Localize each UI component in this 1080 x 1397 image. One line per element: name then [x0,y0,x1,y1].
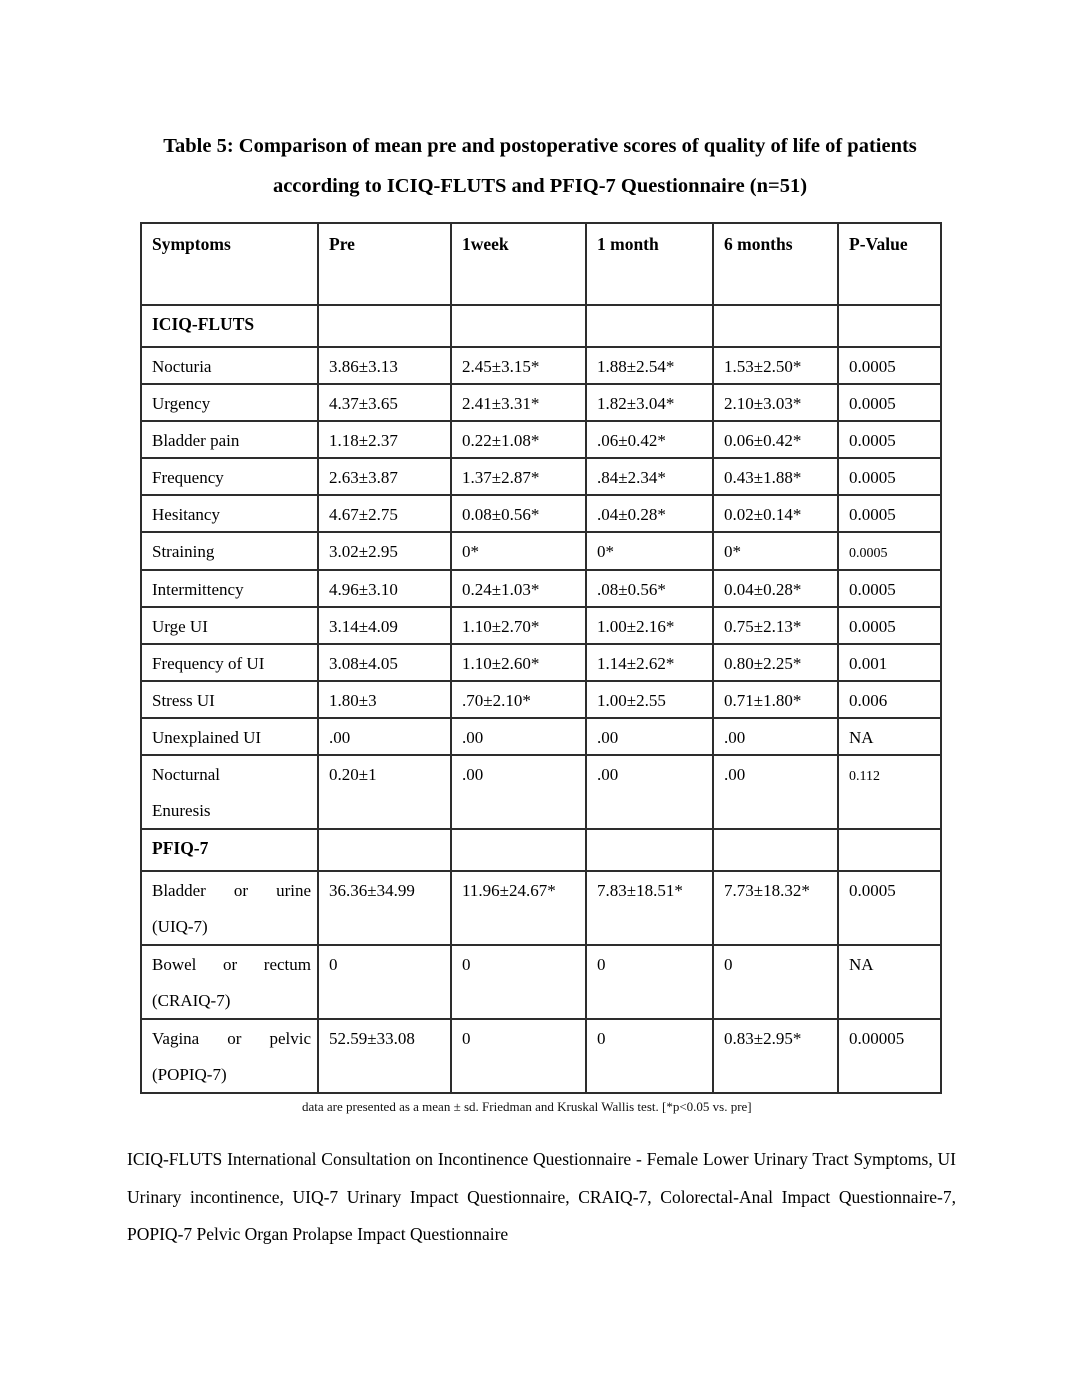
symptom-label-line: Vagina or pelvic [152,1029,311,1048]
value-cell: .00 [451,755,586,829]
value-cell: 4.67±2.75 [318,495,451,532]
value-cell: 1.14±2.62* [586,644,713,681]
symptom-cell [141,458,318,495]
empty-cell [713,829,838,871]
empty-cell [318,305,451,347]
value-cell: 0.22±1.08* [451,421,586,458]
value-cell: 1.18±2.37 [318,421,451,458]
value-cell: 3.14±4.09 [318,607,451,644]
column-header: 1week [451,223,586,305]
value-cell: 11.96±24.67* [451,871,586,945]
value-cell: 0.08±0.56* [451,495,586,532]
table-row [141,532,941,570]
p-value-cell: 0.0005 [838,532,941,570]
table-row [141,421,941,458]
p-value-cell: 0.0005 [838,347,941,384]
value-cell: 1.00±2.55 [586,681,713,718]
section-label-cell: ICIQ-FLUTS [141,305,318,347]
empty-cell [586,829,713,871]
symptom-label-line: Bladder or urine [152,881,311,900]
symptom-cell [141,871,318,945]
value-cell: 3.08±4.05 [318,644,451,681]
table-title-line-1: Table 5: Comparison of mean pre and postoperative scores of quality of life of patients [163,135,917,157]
p-value-cell: NA [838,945,941,1019]
value-cell: 0.43±1.88* [713,458,838,495]
p-value-cell: NA [838,718,941,755]
p-value-cell: 0.112 [838,755,941,829]
value-cell: 0.75±2.13* [713,607,838,644]
value-cell: 0.02±0.14* [713,495,838,532]
value-cell: 1.88±2.54* [586,347,713,384]
symptom-cell [141,384,318,421]
value-cell: 2.10±3.03* [713,384,838,421]
value-cell: .00 [713,718,838,755]
section-label-cell: PFIQ-7 [141,829,318,871]
value-cell: .08±0.56* [586,570,713,607]
value-cell: 2.41±3.31* [451,384,586,421]
value-cell: 0.20±1 [318,755,451,829]
table-container [140,222,940,1115]
empty-cell [451,829,586,871]
empty-cell [838,829,941,871]
value-cell: 0 [586,1019,713,1093]
p-value-cell: 0.0005 [838,384,941,421]
symptom-label-line: Hesitancy [152,505,220,524]
value-cell: 1.00±2.16* [586,607,713,644]
symptom-cell [141,644,318,681]
symptom-cell [141,495,318,532]
table-row [141,384,941,421]
table-row [141,1019,941,1093]
value-cell: 0 [318,945,451,1019]
value-cell: 0* [586,532,713,570]
value-cell: .70±2.10* [451,681,586,718]
value-cell: 4.37±3.65 [318,384,451,421]
value-cell: .04±0.28* [586,495,713,532]
empty-cell [838,305,941,347]
value-cell: 0.83±2.95* [713,1019,838,1093]
symptom-label-line: Bladder pain [152,431,240,450]
column-header: Symptoms [141,223,318,305]
p-value-cell: 0.0005 [838,570,941,607]
table-row [141,718,941,755]
table-title [80,126,1000,206]
value-cell: 0 [451,1019,586,1093]
symptom-label-line: Urge UI [152,617,208,636]
symptom-label-line: Enuresis [152,801,211,820]
symptom-cell [141,681,318,718]
section-row [141,305,941,347]
symptom-cell [141,755,318,829]
symptom-label-line: (CRAIQ-7) [152,991,231,1010]
value-cell: 0 [586,945,713,1019]
symptom-label-line: Nocturia [152,357,212,376]
value-cell: .06±0.42* [586,421,713,458]
symptom-cell [141,421,318,458]
qol-comparison-table [140,222,942,1094]
value-cell: 0* [451,532,586,570]
value-cell: 0 [713,945,838,1019]
table-row [141,871,941,945]
value-cell: 1.10±2.60* [451,644,586,681]
symptom-cell [141,347,318,384]
symptom-label-line: Frequency [152,468,224,487]
section-row [141,829,941,871]
value-cell: .00 [586,718,713,755]
value-cell: 0.24±1.03* [451,570,586,607]
value-cell: 0.04±0.28* [713,570,838,607]
empty-cell [713,305,838,347]
symptom-label-line: Bowel or rectum [152,955,311,974]
p-value-cell: 0.0005 [838,495,941,532]
table-row [141,458,941,495]
value-cell: 36.36±34.99 [318,871,451,945]
value-cell: 52.59±33.08 [318,1019,451,1093]
p-value-cell: 0.00005 [838,1019,941,1093]
empty-cell [586,305,713,347]
symptom-cell [141,532,318,570]
value-cell: 7.73±18.32* [713,871,838,945]
abbreviations-paragraph: ICIQ-FLUTS International Consultation on Incontinence Questionnaire - Female Lower Urinary Tract Symptoms, UI Urinary incontinence, UIQ-7 Urinary Impact Questionnaire, CRAIQ-7, Colorectal-Anal Impact Questionnaire-7, POPIQ-7 Pelvic Organ Prolapse Impact Questionnaire [127,1149,956,1244]
header-row [141,223,941,305]
table-row [141,607,941,644]
p-value-cell: 0.0005 [838,607,941,644]
table-row [141,945,941,1019]
symptom-label-line: Straining [152,542,215,561]
value-cell: 1.82±3.04* [586,384,713,421]
p-value-cell: 0.006 [838,681,941,718]
column-header: 6 months [713,223,838,305]
value-cell: .00 [713,755,838,829]
value-cell: 1.53±2.50* [713,347,838,384]
value-cell: 4.96±3.10 [318,570,451,607]
value-cell: 0.71±1.80* [713,681,838,718]
value-cell: 0 [451,945,586,1019]
value-cell: 1.37±2.87* [451,458,586,495]
symptom-label-line: Intermittency [152,580,244,599]
value-cell: 1.80±3 [318,681,451,718]
symptom-cell [141,718,318,755]
p-value-cell: 0.0005 [838,421,941,458]
table-row [141,755,941,829]
value-cell: .00 [451,718,586,755]
p-value-cell: 0.001 [838,644,941,681]
symptom-label-line: Stress UI [152,691,215,710]
symptom-label-line: Unexplained UI [152,728,262,747]
symptom-label-line: Urgency [152,394,211,413]
value-cell: .84±2.34* [586,458,713,495]
value-cell: 0* [713,532,838,570]
value-cell: 1.10±2.70* [451,607,586,644]
value-cell: 2.63±3.87 [318,458,451,495]
value-cell: .00 [318,718,451,755]
column-header: P-Value [838,223,941,305]
symptom-cell [141,1019,318,1093]
value-cell: 3.86±3.13 [318,347,451,384]
symptom-label-line: (UIQ-7) [152,917,208,936]
table-footnote: data are presented as a mean ± sd. Friedman and Kruskal Wallis test. [*p<0.05 vs. pre] [302,1099,752,1114]
value-cell: 2.45±3.15* [451,347,586,384]
empty-cell [451,305,586,347]
value-cell: 3.02±2.95 [318,532,451,570]
value-cell: 0.80±2.25* [713,644,838,681]
symptom-cell [141,607,318,644]
empty-cell [318,829,451,871]
symptom-cell [141,570,318,607]
symptom-label-line: Frequency of UI [152,654,265,673]
symptom-cell [141,945,318,1019]
p-value-cell: 0.0005 [838,871,941,945]
symptom-label-line: Nocturnal [152,765,220,784]
p-value-cell: 0.0005 [838,458,941,495]
symptom-label-line: (POPIQ-7) [152,1065,227,1084]
table-row [141,347,941,384]
table-row [141,681,941,718]
value-cell: 0.06±0.42* [713,421,838,458]
column-header: Pre [318,223,451,305]
table-row [141,495,941,532]
column-header: 1 month [586,223,713,305]
table-title-line-2: according to ICIQ-FLUTS and PFIQ-7 Questionnaire (n=51) [272,175,808,197]
table-row [141,570,941,607]
value-cell: 7.83±18.51* [586,871,713,945]
value-cell: .00 [586,755,713,829]
table-row [141,644,941,681]
